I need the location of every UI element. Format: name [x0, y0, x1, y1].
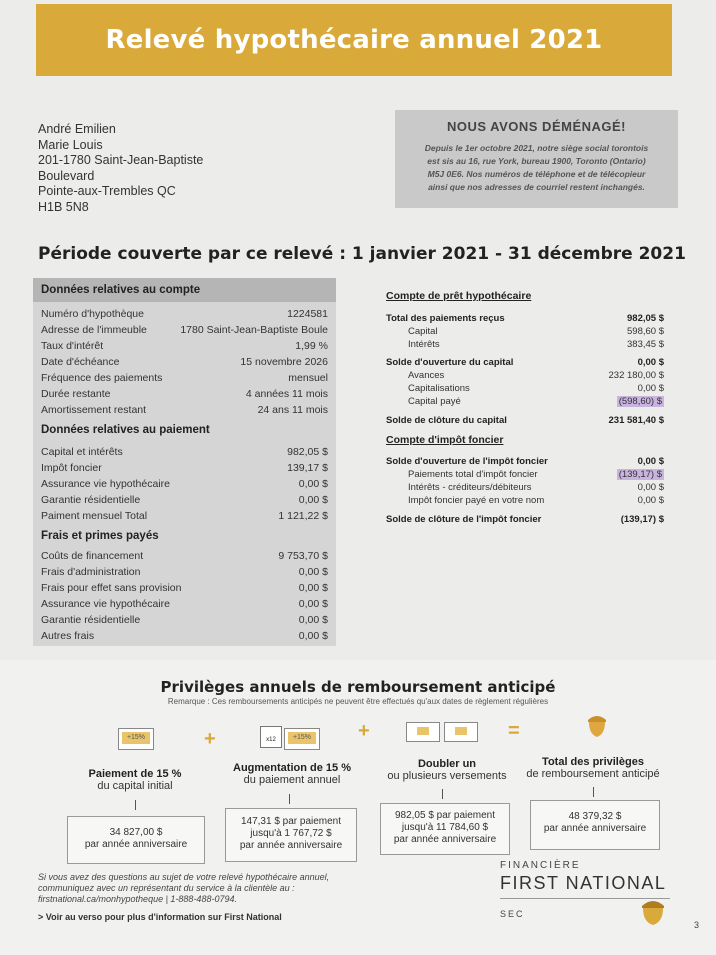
row-label: Capital et intérêts [41, 446, 123, 458]
privilege-caption [372, 758, 522, 782]
notice-line: ainsi que nos adresses de courriel restent inchangés. [428, 182, 645, 192]
row-value: 139,17 $ [287, 462, 328, 474]
row-label: Solde de clôture de l'impôt foncier [386, 514, 542, 525]
page-title: Relevé hypothécaire annuel 2021 [105, 25, 603, 55]
payment-row [41, 494, 328, 508]
row-value: 4 années 11 mois [245, 388, 328, 400]
privilege-caption [518, 756, 668, 780]
caption-sub: de remboursement anticipé [526, 768, 660, 780]
title-banner [36, 4, 672, 76]
card-line: 48 379,32 $ [568, 811, 622, 822]
fees-row [41, 614, 328, 628]
contact-line: Si vous avez des questions au sujet de votre relevé hypothécaire annuel, [38, 872, 330, 882]
privilege-card [67, 816, 205, 864]
row-label: Date d'échéance [41, 356, 120, 368]
row-label: Solde d'ouverture de l'impôt foncier [386, 456, 548, 467]
prepayment-title: Privilèges annuels de remboursement anticipé [160, 678, 556, 696]
card-line: par année anniversaire [393, 834, 497, 845]
calendar-icon [260, 726, 282, 748]
row-label: Numéro d'hypothèque [41, 308, 144, 320]
card-line: jusqu'à 11 784,60 $ [401, 822, 489, 833]
down-arrow-icon [593, 787, 594, 797]
row-label: Intérêts - créditeurs/débiteurs [408, 482, 532, 493]
row-label: Intérêts [408, 339, 440, 350]
contact-note [38, 872, 438, 905]
address-line: Boulevard [38, 168, 95, 183]
equals-icon: = [508, 720, 520, 742]
card-line: par année anniversaire [84, 839, 188, 850]
tax-row [386, 514, 664, 527]
address-line: 201-1780 Saint-Jean-Baptiste [38, 153, 204, 167]
fees-section-title: Frais et primes payés [41, 530, 159, 542]
logo-name: FIRST NATIONAL [500, 873, 667, 893]
row-value-highlighted: (598,60) $ [618, 396, 662, 407]
card-line: jusqu'à 1 767,72 $ [250, 828, 332, 839]
plus-icon: + [204, 728, 216, 750]
row-value: 232 180,00 $ [608, 370, 664, 381]
row-value: 0,00 $ [298, 582, 328, 594]
card-line: 34 827,00 $ [109, 827, 163, 838]
row-label: Impôt foncier [41, 462, 102, 474]
plus-icon: + [358, 720, 370, 742]
row-label: Adresse de l'immeuble [41, 324, 147, 336]
logo-bottom: SEC [500, 909, 525, 919]
tax-section-title: Compte d'impôt foncier [386, 434, 504, 446]
bill-icon [444, 722, 478, 742]
row-value: 0,00 $ [298, 598, 328, 610]
row-value: 0,00 $ [298, 478, 328, 490]
bill-label: +15% [288, 732, 316, 744]
loan-row [386, 383, 664, 396]
bill-15pct-icon [118, 728, 154, 750]
bill-icon [406, 722, 440, 742]
row-value: 0,00 $ [637, 482, 664, 493]
payment-row [41, 510, 328, 524]
row-value: 1,99 % [295, 340, 328, 352]
fees-row [41, 566, 328, 580]
row-label: Paiment mensuel Total [41, 510, 148, 522]
bill-15pct-icon [284, 728, 320, 750]
payment-row [41, 478, 328, 492]
period-heading: Période couverte par ce relevé : 1 janvier 2021 - 31 décembre 2021 [38, 244, 686, 264]
privilege-caption [60, 768, 210, 792]
privilege-card [380, 803, 510, 855]
caption-title: Augmentation de 15 % [233, 762, 351, 774]
fees-row [41, 582, 328, 596]
tax-row [386, 495, 664, 508]
mailing-address [38, 122, 203, 215]
row-value: (139,17) $ [620, 514, 664, 525]
row-label: Taux d'intérêt [41, 340, 104, 352]
row-label: Assurance vie hypothécaire [41, 478, 170, 490]
row-label: Capitalisations [408, 383, 470, 394]
fees-row [41, 598, 328, 612]
payment-row [41, 446, 328, 460]
see-reverse-link[interactable]: > Voir au verso pour plus d'information sur First National [38, 912, 282, 922]
row-value: 15 novembre 2026 [240, 356, 328, 368]
row-value: 1780 Saint-Jean-Baptiste Boule [180, 324, 328, 336]
caption-title: Total des privilèges [542, 756, 644, 768]
loan-row [386, 396, 664, 409]
row-value: mensuel [288, 372, 328, 384]
card-line: 147,31 $ par paiement [240, 816, 342, 827]
loan-row [386, 370, 664, 383]
account-row [41, 388, 328, 402]
row-value: 1224581 [287, 308, 328, 320]
account-row [41, 308, 328, 322]
payment-row [41, 462, 328, 476]
row-value: 982,05 $ [627, 313, 664, 324]
tax-row [386, 456, 664, 469]
row-label: Garantie résidentielle [41, 614, 141, 626]
page-number: 3 [694, 920, 700, 930]
row-value: 598,60 $ [627, 326, 664, 337]
account-row [41, 324, 328, 338]
row-value: 1 121,22 $ [278, 510, 328, 522]
row-value: 0,00 $ [637, 456, 664, 467]
tax-row [386, 482, 664, 495]
row-label: Solde de clôture du capital [386, 415, 507, 426]
row-label: Total des paiements reçus [386, 313, 505, 324]
address-line: H1B 5N8 [38, 199, 89, 214]
loan-row [386, 357, 664, 370]
row-label: Amortissement restant [41, 404, 147, 416]
row-value: 0,00 $ [298, 566, 328, 578]
contact-line: firstnational.ca/monhypotheque | 1-888-488-0794. [38, 894, 237, 904]
row-value: 0,00 $ [637, 357, 664, 368]
notice-line: M5J 0E6. Nos numéros de téléphone et de télécopieur [427, 169, 646, 179]
tax-row [386, 469, 664, 482]
privilege-card [530, 800, 660, 850]
account-section-title: Données relatives au compte [41, 284, 201, 296]
row-label: Autres frais [41, 630, 95, 642]
row-label: Frais d'administration [41, 566, 141, 578]
privilege-card [225, 808, 357, 862]
row-label: Durée restante [41, 388, 111, 400]
caption-sub: du paiement annuel [243, 774, 341, 786]
prepayment-remark: Remarque : Ces remboursements anticipés ne peuvent être effectués qu'aux dates de règlement régulières [167, 697, 549, 706]
logo-top: FINANCIÈRE [500, 860, 581, 871]
loan-row [386, 415, 664, 428]
row-label: Frais pour effet sans provision [41, 582, 182, 594]
row-label: Garantie résidentielle [41, 494, 141, 506]
payment-section-title: Données relatives au paiement [41, 424, 210, 436]
loan-row [386, 326, 664, 339]
account-row [41, 356, 328, 370]
row-value: 0,00 $ [298, 494, 328, 506]
row-value: 0,00 $ [298, 614, 328, 626]
down-arrow-icon [289, 794, 290, 804]
row-value: 982,05 $ [287, 446, 328, 458]
row-value: 0,00 $ [637, 383, 664, 394]
calendar-label: x12 [266, 737, 276, 743]
notice-title: NOUS AVONS DÉMÉNAGÉ! [446, 119, 626, 134]
loan-row [386, 339, 664, 352]
row-label: Coûts de financement [41, 550, 144, 562]
row-label: Solde d'ouverture du capital [386, 357, 514, 368]
moved-notice [395, 110, 678, 208]
row-label: Fréquence des paiements [41, 372, 163, 384]
notice-line: Depuis le 1er octobre 2021, notre siège social torontois [424, 143, 649, 153]
down-arrow-icon [442, 789, 443, 799]
fees-row [41, 550, 328, 564]
caption-title: Paiement de 15 % [88, 768, 182, 780]
account-row [41, 372, 328, 386]
row-value: 231 581,40 $ [608, 415, 664, 426]
card-line: 982,05 $ par paiement [394, 810, 496, 821]
caption-title: Doubler un [417, 758, 477, 770]
row-label: Avances [408, 370, 445, 381]
acorn-logo-icon [640, 896, 666, 931]
notice-line: est sis au 16, rue York, bureau 1900, Toronto (Ontario) [427, 156, 646, 166]
card-line: par année anniversaire [543, 823, 647, 834]
loan-row [386, 313, 664, 326]
row-label: Capital [408, 326, 438, 337]
row-value: 0,00 $ [637, 495, 664, 506]
row-label: Paiements total d'impôt foncier [408, 469, 538, 480]
caption-sub: du capital initial [97, 780, 173, 792]
row-value: 0,00 $ [298, 630, 328, 642]
down-arrow-icon [135, 800, 136, 810]
acorn-icon [586, 712, 608, 743]
bill-label: +15% [122, 732, 150, 744]
account-row [41, 404, 328, 418]
account-details-box [33, 278, 336, 646]
row-value: 9 753,70 $ [278, 550, 328, 562]
address-line: André Emilien [38, 122, 116, 136]
row-label: Assurance vie hypothécaire [41, 598, 170, 610]
card-line: par année anniversaire [239, 840, 343, 851]
loan-section-title: Compte de prêt hypothécaire [386, 290, 532, 302]
row-value: 383,45 $ [627, 339, 664, 350]
contact-line: communiquez avec un représentant du service à la clientèle au : [38, 883, 295, 893]
privilege-caption [212, 762, 372, 786]
row-label: Capital payé [408, 396, 461, 407]
fees-row [41, 630, 328, 644]
address-line: Pointe-aux-Trembles QC [38, 184, 176, 198]
address-line: Marie Louis [38, 137, 103, 152]
account-row [41, 340, 328, 354]
caption-sub: ou plusieurs versements [387, 770, 507, 782]
row-value-highlighted: (139,17) $ [618, 469, 662, 480]
row-label: Impôt foncier payé en votre nom [408, 495, 545, 506]
row-value: 24 ans 11 mois [257, 404, 328, 416]
